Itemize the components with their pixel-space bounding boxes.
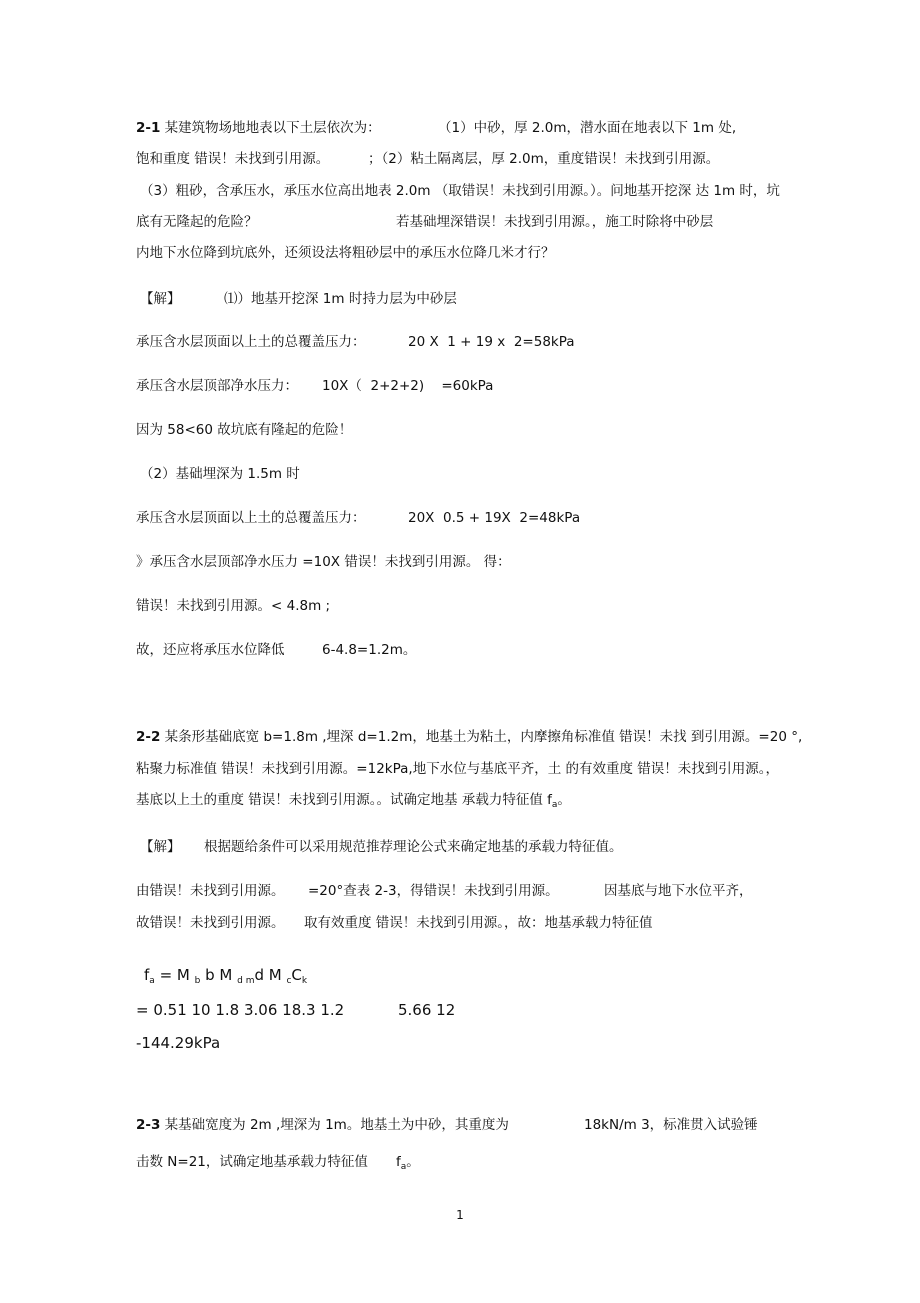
solution-intro: 根据题给条件可以采用规范推荐理论公式来确定地基的承载力特征值。 — [204, 839, 623, 855]
problem-number: 2-3 — [136, 1117, 161, 1133]
solution-2-2-line-1c: 因基底与地下水位平齐， — [604, 883, 753, 899]
problem-2-2-line-2: 粘聚力标准值 错误！未找到引用源。=12kPa,地下水位与基底平齐，土 的有效重度 错误！未找到引用源。， — [136, 761, 780, 777]
solution-2-2-line-2b: 取有效重度 错误！未找到引用源。，故：地基承载力特征值 — [304, 915, 653, 931]
solution-step-2: （2）基础埋深为 1.5m 时 — [140, 466, 300, 482]
problem-2-3-line-2b: $f_a$。 — [396, 1154, 420, 1172]
formula-line-2a: = 0.51 10 1.8 3.06 18.3 1.2 — [136, 1001, 345, 1019]
solution-2-2-line-1b: =20°查表 2-3，得错误！未找到引用源。 — [308, 883, 559, 899]
problem-2-1-line-3: （3）粗砂，含承压水，承压水位高出地表 2.0m （取错误！未找到引用源。）。问地基开挖深 达 1m 时，坑 — [140, 183, 780, 199]
problem-number: 2-2 — [136, 729, 161, 745]
problem-2-1-line-4b: 若基础埋深错误！未找到引用源。，施工时除将中砂层 — [396, 214, 714, 230]
formula-line-2b: 5.66 12 — [398, 1001, 456, 1019]
problem-2-2-line-1: 2-2 某条形基础底宽 b=1.8m ,埋深 d=1.2m，地基土为粘土，内摩擦角标准值 错误！未找 到引用源。=20 °, — [136, 729, 803, 745]
problem-2-1-line-2b: ；（2）粘土隔离层，厚 2.0m，重度错误！未找到引用源。 — [368, 151, 720, 167]
solution-2-2-line-1a: 由错误！未找到引用源。 — [136, 883, 285, 899]
formula-line-3: -144.29kPa — [136, 1034, 221, 1052]
problem-2-3-line-1b: 18kN/m 3，标准贯入试验锤 — [584, 1117, 758, 1133]
formula-line-1: $f_a = M$ $_b$ b M $_{d m}$d M $_cC_k$ — [144, 966, 308, 986]
problem-2-2-line-3: 基底以上土的重度 错误！未找到引用源。。试确定地基 承载力特征值 $f_a$。 — [136, 792, 571, 810]
solution-line-a-value: 20 X 1 + 19 x 2=58kPa — [408, 334, 575, 350]
solution-step-1: ⑴）地基开挖深 1m 时持力层为中砂层 — [224, 291, 457, 307]
problem-2-3-line-1a: 2-3 某基础宽度为 2m ,埋深为 1m。地基土为中砂，其重度为 — [136, 1117, 509, 1133]
problem-2-1-line-1: 2-1 某建筑物场地地表以下土层依次为： — [136, 120, 381, 136]
problem-2-3-line-2a: 击数 N=21，试确定地基承载力特征值 — [136, 1154, 368, 1170]
problem-number: 2-1 — [136, 120, 161, 136]
problem-2-1-line-5: 内地下水位降到坑底外，还须设法将粗砂层中的承压水位降几米才行？ — [136, 245, 555, 261]
solution-line-f-value: 6-4.8=1.2m。 — [322, 642, 417, 658]
solution-line-f-label: 故，还应将承压水位降低 — [136, 642, 285, 658]
solution-conclusion: 因为 58<60 故坑底有隆起的危险！ — [136, 422, 353, 438]
solution-label: 【解】 — [140, 839, 181, 855]
problem-2-1-line-2a: 饱和重度 错误！未找到引用源。 — [136, 151, 330, 167]
solution-line-c-label: 承压含水层顶面以上土的总覆盖压力： — [136, 510, 366, 526]
solution-line-c-value: 20X 0.5 + 19X 2=48kPa — [408, 510, 581, 526]
problem-2-1-line-1b: （1）中砂，厚 2.0m，潜水面在地表以下 1m 处, — [438, 120, 737, 136]
solution-line-b-label: 承压含水层顶部净水压力： — [136, 378, 298, 394]
solution-line-a-label: 承压含水层顶面以上土的总覆盖压力： — [136, 334, 366, 350]
solution-2-2-line-2a: 故错误！未找到引用源。 — [136, 915, 285, 931]
problem-2-1-line-4a: 底有无隆起的危险？ — [136, 214, 258, 230]
solution-label: 【解】 — [140, 291, 181, 307]
page-number: 1 — [456, 1208, 464, 1222]
solution-line-d: 》承压含水层顶部净水压力 =10X 错误！未找到引用源。 得： — [136, 554, 511, 570]
solution-line-e: 错误！未找到引用源。< 4.8m ; — [136, 598, 331, 614]
solution-line-b-value: 10X（ 2+2+2) =60kPa — [322, 378, 494, 394]
